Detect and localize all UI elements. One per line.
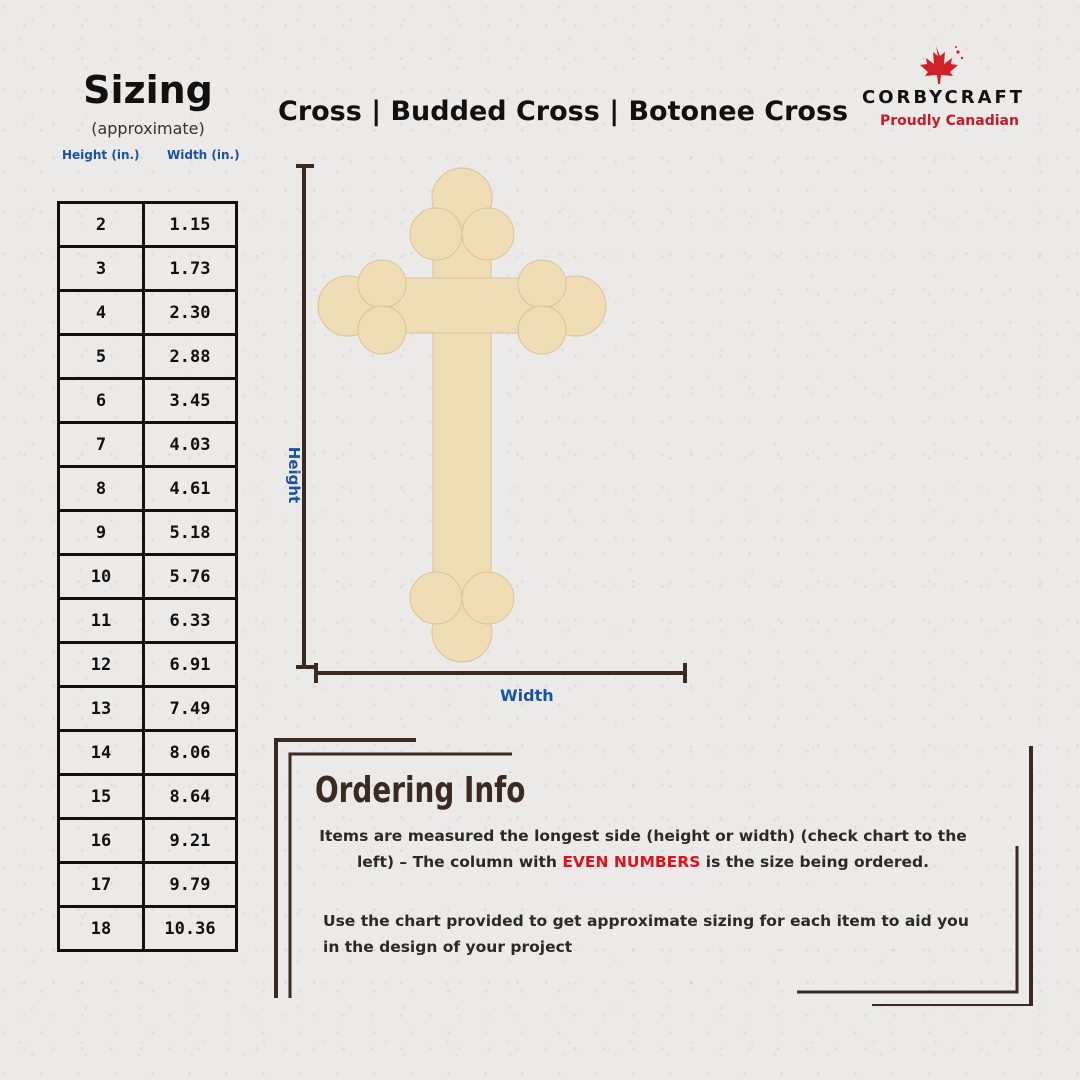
height-cell: 6 bbox=[59, 379, 144, 423]
table-row bbox=[59, 291, 237, 335]
height-cell: 13 bbox=[59, 687, 144, 731]
budded-cross-shape bbox=[318, 168, 606, 662]
cross-diagram bbox=[290, 160, 700, 685]
height-label: Height bbox=[285, 446, 303, 504]
width-cell: 4.03 bbox=[144, 423, 237, 467]
height-cell: 10 bbox=[59, 555, 144, 599]
ordering-info-title: Ordering Info bbox=[315, 770, 526, 811]
size-table bbox=[57, 201, 238, 952]
sizing-subtitle: (approximate) bbox=[91, 119, 205, 138]
maple-leaf-icon bbox=[912, 44, 968, 88]
sizing-title: Sizing bbox=[83, 68, 213, 112]
width-cell: 8.64 bbox=[144, 775, 237, 819]
table-row bbox=[59, 907, 237, 951]
width-cell: 8.06 bbox=[144, 731, 237, 775]
table-row bbox=[59, 247, 237, 291]
product-title: Cross | Budded Cross | Botonee Cross bbox=[278, 96, 849, 127]
width-cell: 9.21 bbox=[144, 819, 237, 863]
width-cell: 1.15 bbox=[144, 203, 237, 247]
table-row bbox=[59, 599, 237, 643]
width-cell: 5.18 bbox=[144, 511, 237, 555]
table-row bbox=[59, 819, 237, 863]
table-row bbox=[59, 775, 237, 819]
width-cell: 10.36 bbox=[144, 907, 237, 951]
height-cell: 4 bbox=[59, 291, 144, 335]
width-cell: 7.49 bbox=[144, 687, 237, 731]
height-cell: 12 bbox=[59, 643, 144, 687]
height-cell: 5 bbox=[59, 335, 144, 379]
width-cell: 6.91 bbox=[144, 643, 237, 687]
height-cell: 14 bbox=[59, 731, 144, 775]
table-row bbox=[59, 643, 237, 687]
width-cell: 5.76 bbox=[144, 555, 237, 599]
height-cell: 8 bbox=[59, 467, 144, 511]
column-header-width: Width (in.) bbox=[167, 148, 240, 162]
table-row bbox=[59, 687, 237, 731]
height-cell: 9 bbox=[59, 511, 144, 555]
width-cell: 1.73 bbox=[144, 247, 237, 291]
ordering-info-note: Use the chart provided to get approximate sizing for each item to aid you in the design of your project bbox=[323, 912, 969, 956]
table-row bbox=[59, 467, 237, 511]
table-row bbox=[59, 203, 237, 247]
height-cell: 17 bbox=[59, 863, 144, 907]
brand-name: CORBYCRAFT bbox=[862, 87, 1026, 108]
height-cell: 18 bbox=[59, 907, 144, 951]
width-cell: 2.88 bbox=[144, 335, 237, 379]
height-cell: 15 bbox=[59, 775, 144, 819]
table-row bbox=[59, 423, 237, 467]
even-numbers-highlight: EVEN NUMBERS bbox=[562, 853, 701, 871]
width-label: Width bbox=[500, 686, 554, 705]
table-row bbox=[59, 379, 237, 423]
width-cell: 9.79 bbox=[144, 863, 237, 907]
height-cell: 16 bbox=[59, 819, 144, 863]
table-row bbox=[59, 863, 237, 907]
table-row bbox=[59, 555, 237, 599]
height-cell: 3 bbox=[59, 247, 144, 291]
table-row bbox=[59, 511, 237, 555]
width-cell: 6.33 bbox=[144, 599, 237, 643]
table-row bbox=[59, 731, 237, 775]
ordering-info-paragraph: Items are measured the longest side (height or width) (check chart to the left) – The column with EVEN NUMBERS is the size being ordered. bbox=[319, 827, 967, 871]
brand-tagline: Proudly Canadian bbox=[880, 113, 1019, 129]
height-cell: 2 bbox=[59, 203, 144, 247]
column-header-height: Height (in.) bbox=[62, 148, 140, 162]
width-cell: 4.61 bbox=[144, 467, 237, 511]
height-cell: 11 bbox=[59, 599, 144, 643]
width-cell: 2.30 bbox=[144, 291, 237, 335]
height-cell: 7 bbox=[59, 423, 144, 467]
width-cell: 3.45 bbox=[144, 379, 237, 423]
table-row bbox=[59, 335, 237, 379]
